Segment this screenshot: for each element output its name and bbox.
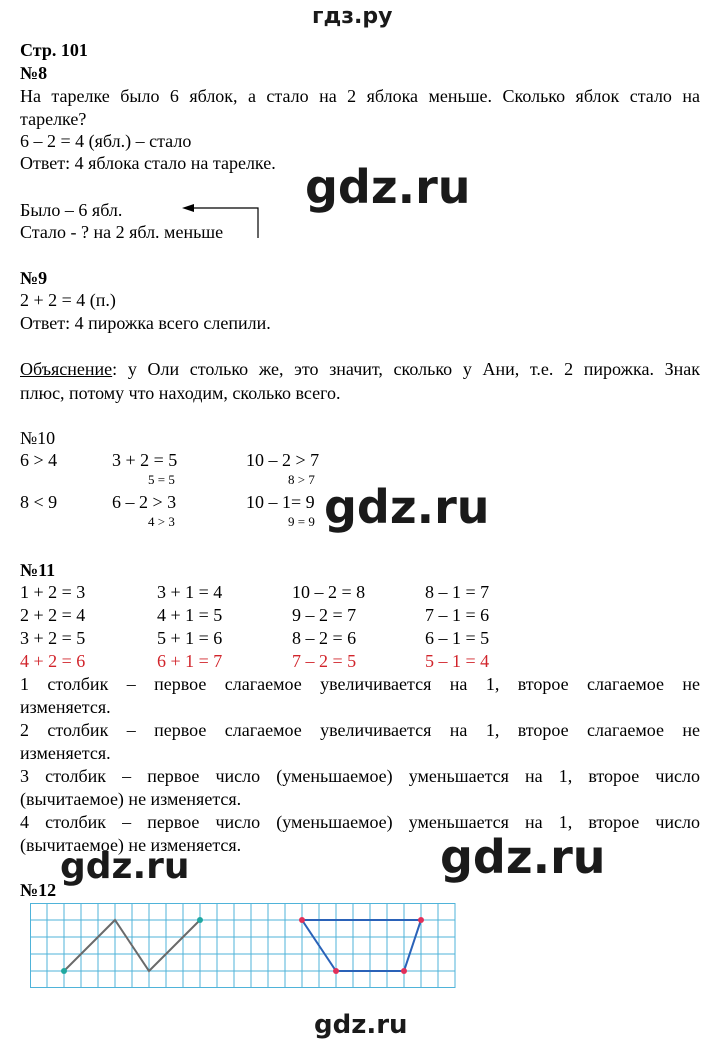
task-8-answer: Ответ: 4 яблока стало на тарелке.: [20, 153, 276, 173]
task-11-col2-line1: 2 столбик – первое слагаемое увеличивается на 1, второе слагаемое не: [20, 720, 700, 740]
task-9-answer: Ответ: 4 пирожка всего слепили.: [20, 313, 271, 333]
explanation-text: : у Оли столько же, это значит, сколько у Ани, т.е. 2 пирожка. Знак: [112, 359, 700, 379]
task-11-cell: 3 + 2 = 5: [20, 628, 86, 648]
task-12-number: №12: [20, 880, 57, 900]
task-11-cell: 3 + 1 = 4: [157, 582, 223, 602]
task-11-col1-line2: изменяется.: [20, 697, 111, 717]
watermark: gdz.ru: [314, 1010, 408, 1040]
site-header: гдз.ру: [312, 4, 393, 29]
task-8-question-line2: тарелке?: [20, 109, 87, 129]
task-10-r2-c2: 6 – 2 > 3: [112, 492, 177, 512]
task-9-solution: 2 + 2 = 4 (п.): [20, 290, 116, 310]
task-8-arrow-icon: [176, 196, 266, 242]
task-11-number: №11: [20, 560, 56, 580]
task-11-red-cell: 7 – 2 = 5: [292, 651, 357, 671]
task-11-cell: 4 + 1 = 5: [157, 605, 223, 625]
task-10-r1-c3: 10 – 2 > 7: [246, 450, 320, 470]
task-11-red-cell: 5 – 1 = 4: [425, 651, 490, 671]
page-number: Стр. 101: [20, 40, 88, 60]
vertex-dot: [299, 917, 305, 923]
task-8-question-line1: На тарелке было 6 яблок, а стало на 2 яблока меньше. Сколько яблок стало на: [20, 86, 700, 106]
task-9-number: №9: [20, 268, 48, 288]
task-11-col3-line2: (вычитаемое) не изменяется.: [20, 789, 242, 809]
task-11-col2-line2: изменяется.: [20, 743, 111, 763]
task-9-explanation-line1: [20, 358, 700, 381]
task-10-r2-c3: 10 – 1= 9: [246, 492, 315, 512]
task-10-r1-sub1: 5 = 5: [148, 472, 175, 487]
task-10-number: №10: [20, 428, 56, 448]
task-8-became: Стало - ? на 2 ябл. меньше: [20, 222, 224, 242]
task-10-r1-sub2: 8 > 7: [288, 472, 315, 487]
task-11-red-cell: 6 + 1 = 7: [157, 651, 223, 671]
vertex-dot: [197, 917, 203, 923]
task-10-r2-sub1: 4 > 3: [148, 514, 175, 529]
task-8-solution: 6 – 2 = 4 (ябл.) – стало: [20, 131, 192, 151]
vertex-dot: [418, 917, 424, 923]
task-10-r1-c2: 3 + 2 = 5: [112, 450, 178, 470]
watermark: gdz.ru: [440, 830, 606, 884]
task-11-col3-line1: 3 столбик – первое число (уменьшаемое) уменьшается на 1, второе число: [20, 766, 700, 786]
task-11-cell: 7 – 1 = 6: [425, 605, 490, 625]
watermark: gdz.ru: [324, 480, 490, 534]
vertex-dot: [333, 968, 339, 974]
task-8-was: Было – 6 ябл.: [20, 200, 123, 220]
trapezoid: [302, 920, 421, 971]
grid-lines: [30, 903, 455, 988]
task-10-r2-sub2: 9 = 9: [288, 514, 315, 529]
task-10-r1-c1: 6 > 4: [20, 450, 58, 470]
task-11-cell: 2 + 2 = 4: [20, 605, 86, 625]
task-11-red-cell: 4 + 2 = 6: [20, 651, 86, 671]
task-11-cell: 6 – 1 = 5: [425, 628, 490, 648]
task-11-cell: 10 – 2 = 8: [292, 582, 366, 602]
task-12-grid-drawing: [30, 903, 456, 989]
task-10-r2-c1: 8 < 9: [20, 492, 58, 512]
task-8-number: №8: [20, 63, 48, 83]
vertex-dot: [61, 968, 67, 974]
task-11-cell: 5 + 1 = 6: [157, 628, 223, 648]
task-11-cell: 8 – 2 = 6: [292, 628, 357, 648]
task-11-col4-line1: 4 столбик – первое число (уменьшаемое) уменьшается на 1, второе число: [20, 812, 700, 832]
task-11-col1-line1: 1 столбик – первое слагаемое увеличивается на 1, второе слагаемое не: [20, 674, 700, 694]
vertex-dot: [401, 968, 407, 974]
watermark: gdz.ru: [60, 846, 190, 887]
task-11-cell: 1 + 2 = 3: [20, 582, 86, 602]
explanation-label: Объяснение: [20, 359, 113, 379]
task-11-cell: 8 – 1 = 7: [425, 582, 490, 602]
task-11-cell: 9 – 2 = 7: [292, 605, 357, 625]
watermark: gdz.ru: [305, 160, 471, 214]
task-11-col4-line2: (вычитаемое) не изменяется.: [20, 835, 242, 855]
task-9-explanation-line2: плюс, потому что находим, сколько всего.: [20, 383, 341, 403]
